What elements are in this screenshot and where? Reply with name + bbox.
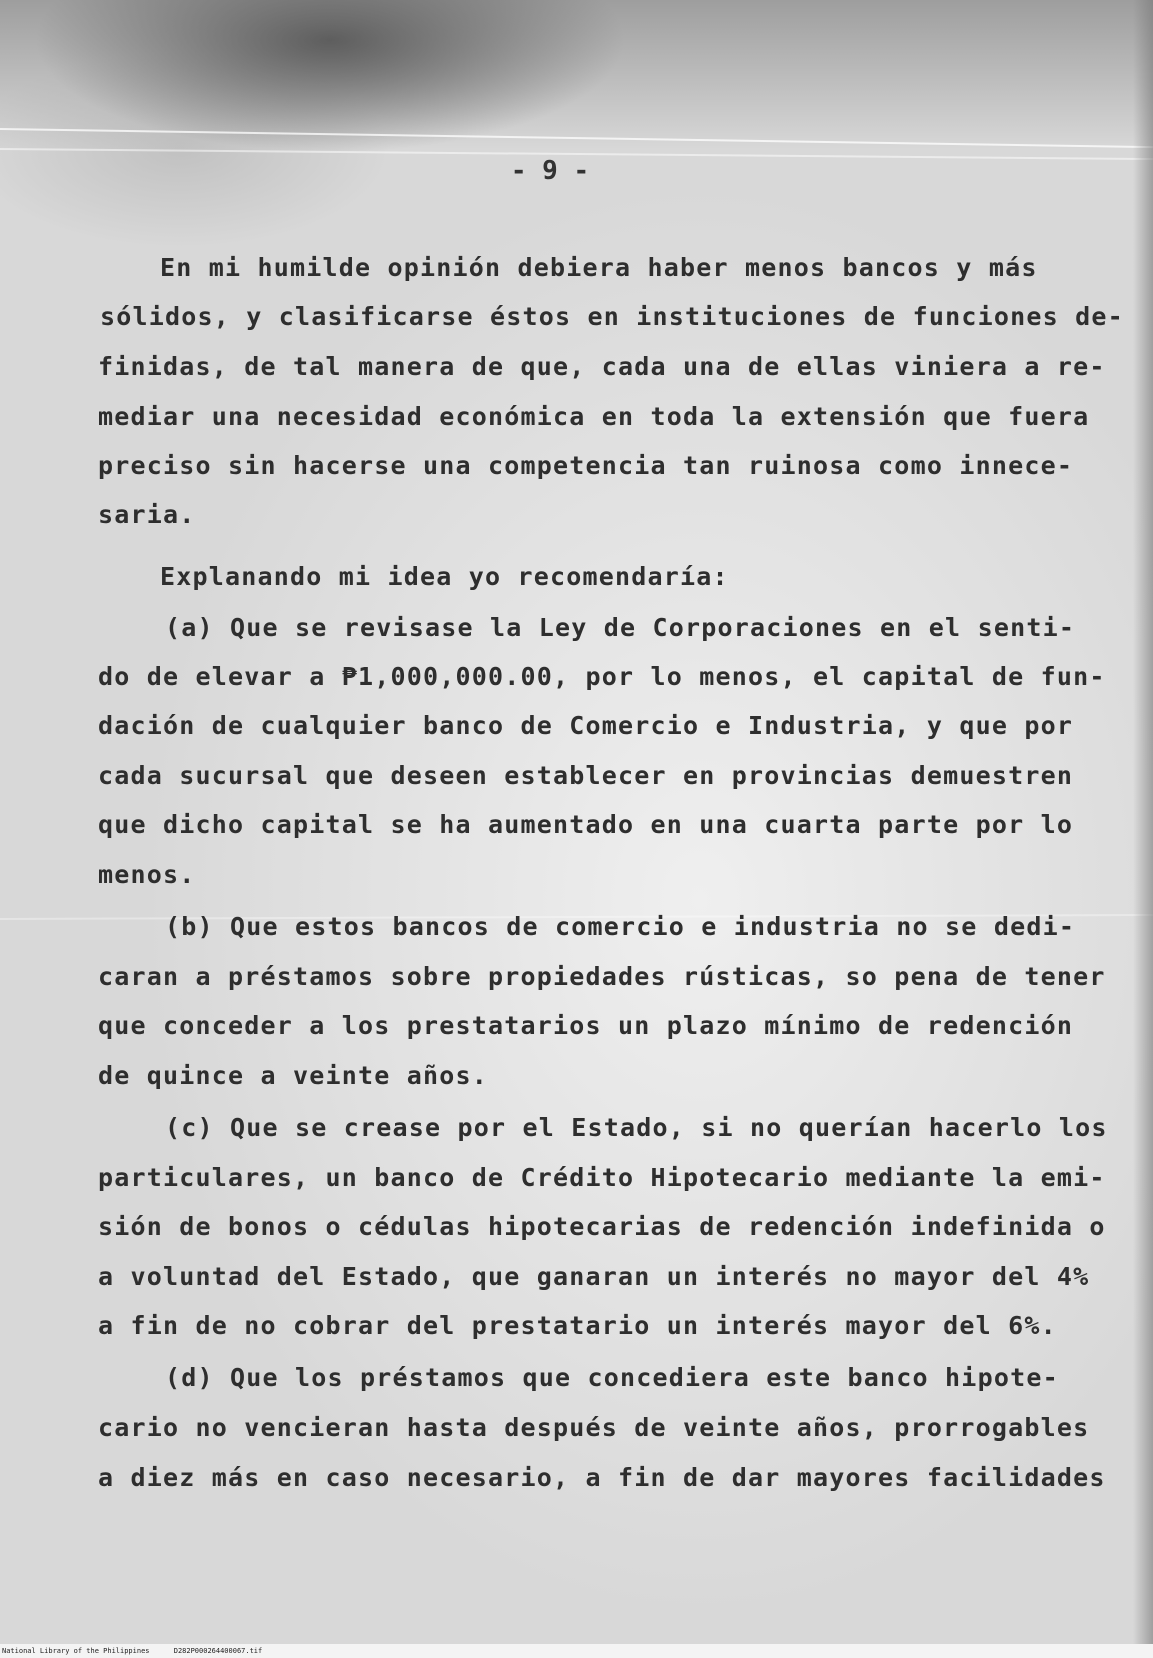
paragraph-line: a diez más en caso necesario, a fin de dar mayores facilidades <box>98 1463 1106 1492</box>
paragraph-line: preciso sin hacerse una competencia tan ruinosa como innece- <box>98 451 1074 480</box>
paragraph-line: finidas, de tal manera de que, cada una de ellas viniera a re- <box>98 352 1106 381</box>
library-credit: National Library of the Philippines <box>2 1647 150 1655</box>
paragraph-line: cario no vencieran hasta después de veinte años, prorrogables <box>98 1413 1090 1442</box>
paragraph-line: (b) Que estos bancos de comercio e industria no se dedi- <box>165 912 1076 941</box>
paragraph-line: En mi humilde opinión debiera haber menos bancos y más <box>160 253 1038 282</box>
paragraph-line: (c) Que se crease por el Estado, si no querían hacerlo los <box>165 1113 1108 1142</box>
paragraph-line: menos. <box>98 860 196 889</box>
paragraph-line: sión de bonos o cédulas hipotecarias de redención indefinida o <box>98 1212 1106 1241</box>
paragraph-line: do de elevar a ₱1,000,000.00, por lo menos, el capital de fun- <box>98 662 1106 691</box>
paragraph-line: caran a préstamos sobre propiedades rústicas, so pena de tener <box>98 962 1106 991</box>
paragraph-line: a voluntad del Estado, que ganaran un interés no mayor del 4% <box>98 1262 1090 1291</box>
scan-footer <box>0 1644 1153 1658</box>
paragraph-line: Explanando mi idea yo recomendaría: <box>160 562 729 591</box>
page-edge-shadow <box>1133 0 1153 1658</box>
page-number: - 9 - <box>510 156 590 186</box>
file-name: D282P000264400067.tif <box>173 1647 263 1655</box>
scan-shadow <box>0 0 1153 150</box>
paragraph-line: a fin de no cobrar del prestatario un interés mayor del 6%. <box>98 1311 1057 1340</box>
paragraph-line: dación de cualquier banco de Comercio e Industria, y que por <box>98 711 1074 740</box>
paragraph-line: mediar una necesidad económica en toda la extensión que fuera <box>98 402 1090 431</box>
paragraph-line: de quince a veinte años. <box>98 1061 489 1090</box>
paragraph-line: cada sucursal que deseen establecer en provincias demuestren <box>98 761 1074 790</box>
paragraph-line: que conceder a los prestatarios un plazo mínimo de redención <box>98 1011 1074 1040</box>
paragraph-line: que dicho capital se ha aumentado en una cuarta parte por lo <box>98 810 1074 839</box>
paragraph-line: sólidos, y clasificarse éstos en instituciones de funciones de- <box>100 302 1124 331</box>
paragraph-line: particulares, un banco de Crédito Hipotecario mediante la emi- <box>98 1163 1106 1192</box>
paragraph-line: (d) Que los préstamos que concediera este banco hipote- <box>165 1363 1059 1392</box>
paragraph-line: saria. <box>98 500 196 529</box>
paragraph-line: (a) Que se revisase la Ley de Corporaciones en el senti- <box>165 613 1076 642</box>
